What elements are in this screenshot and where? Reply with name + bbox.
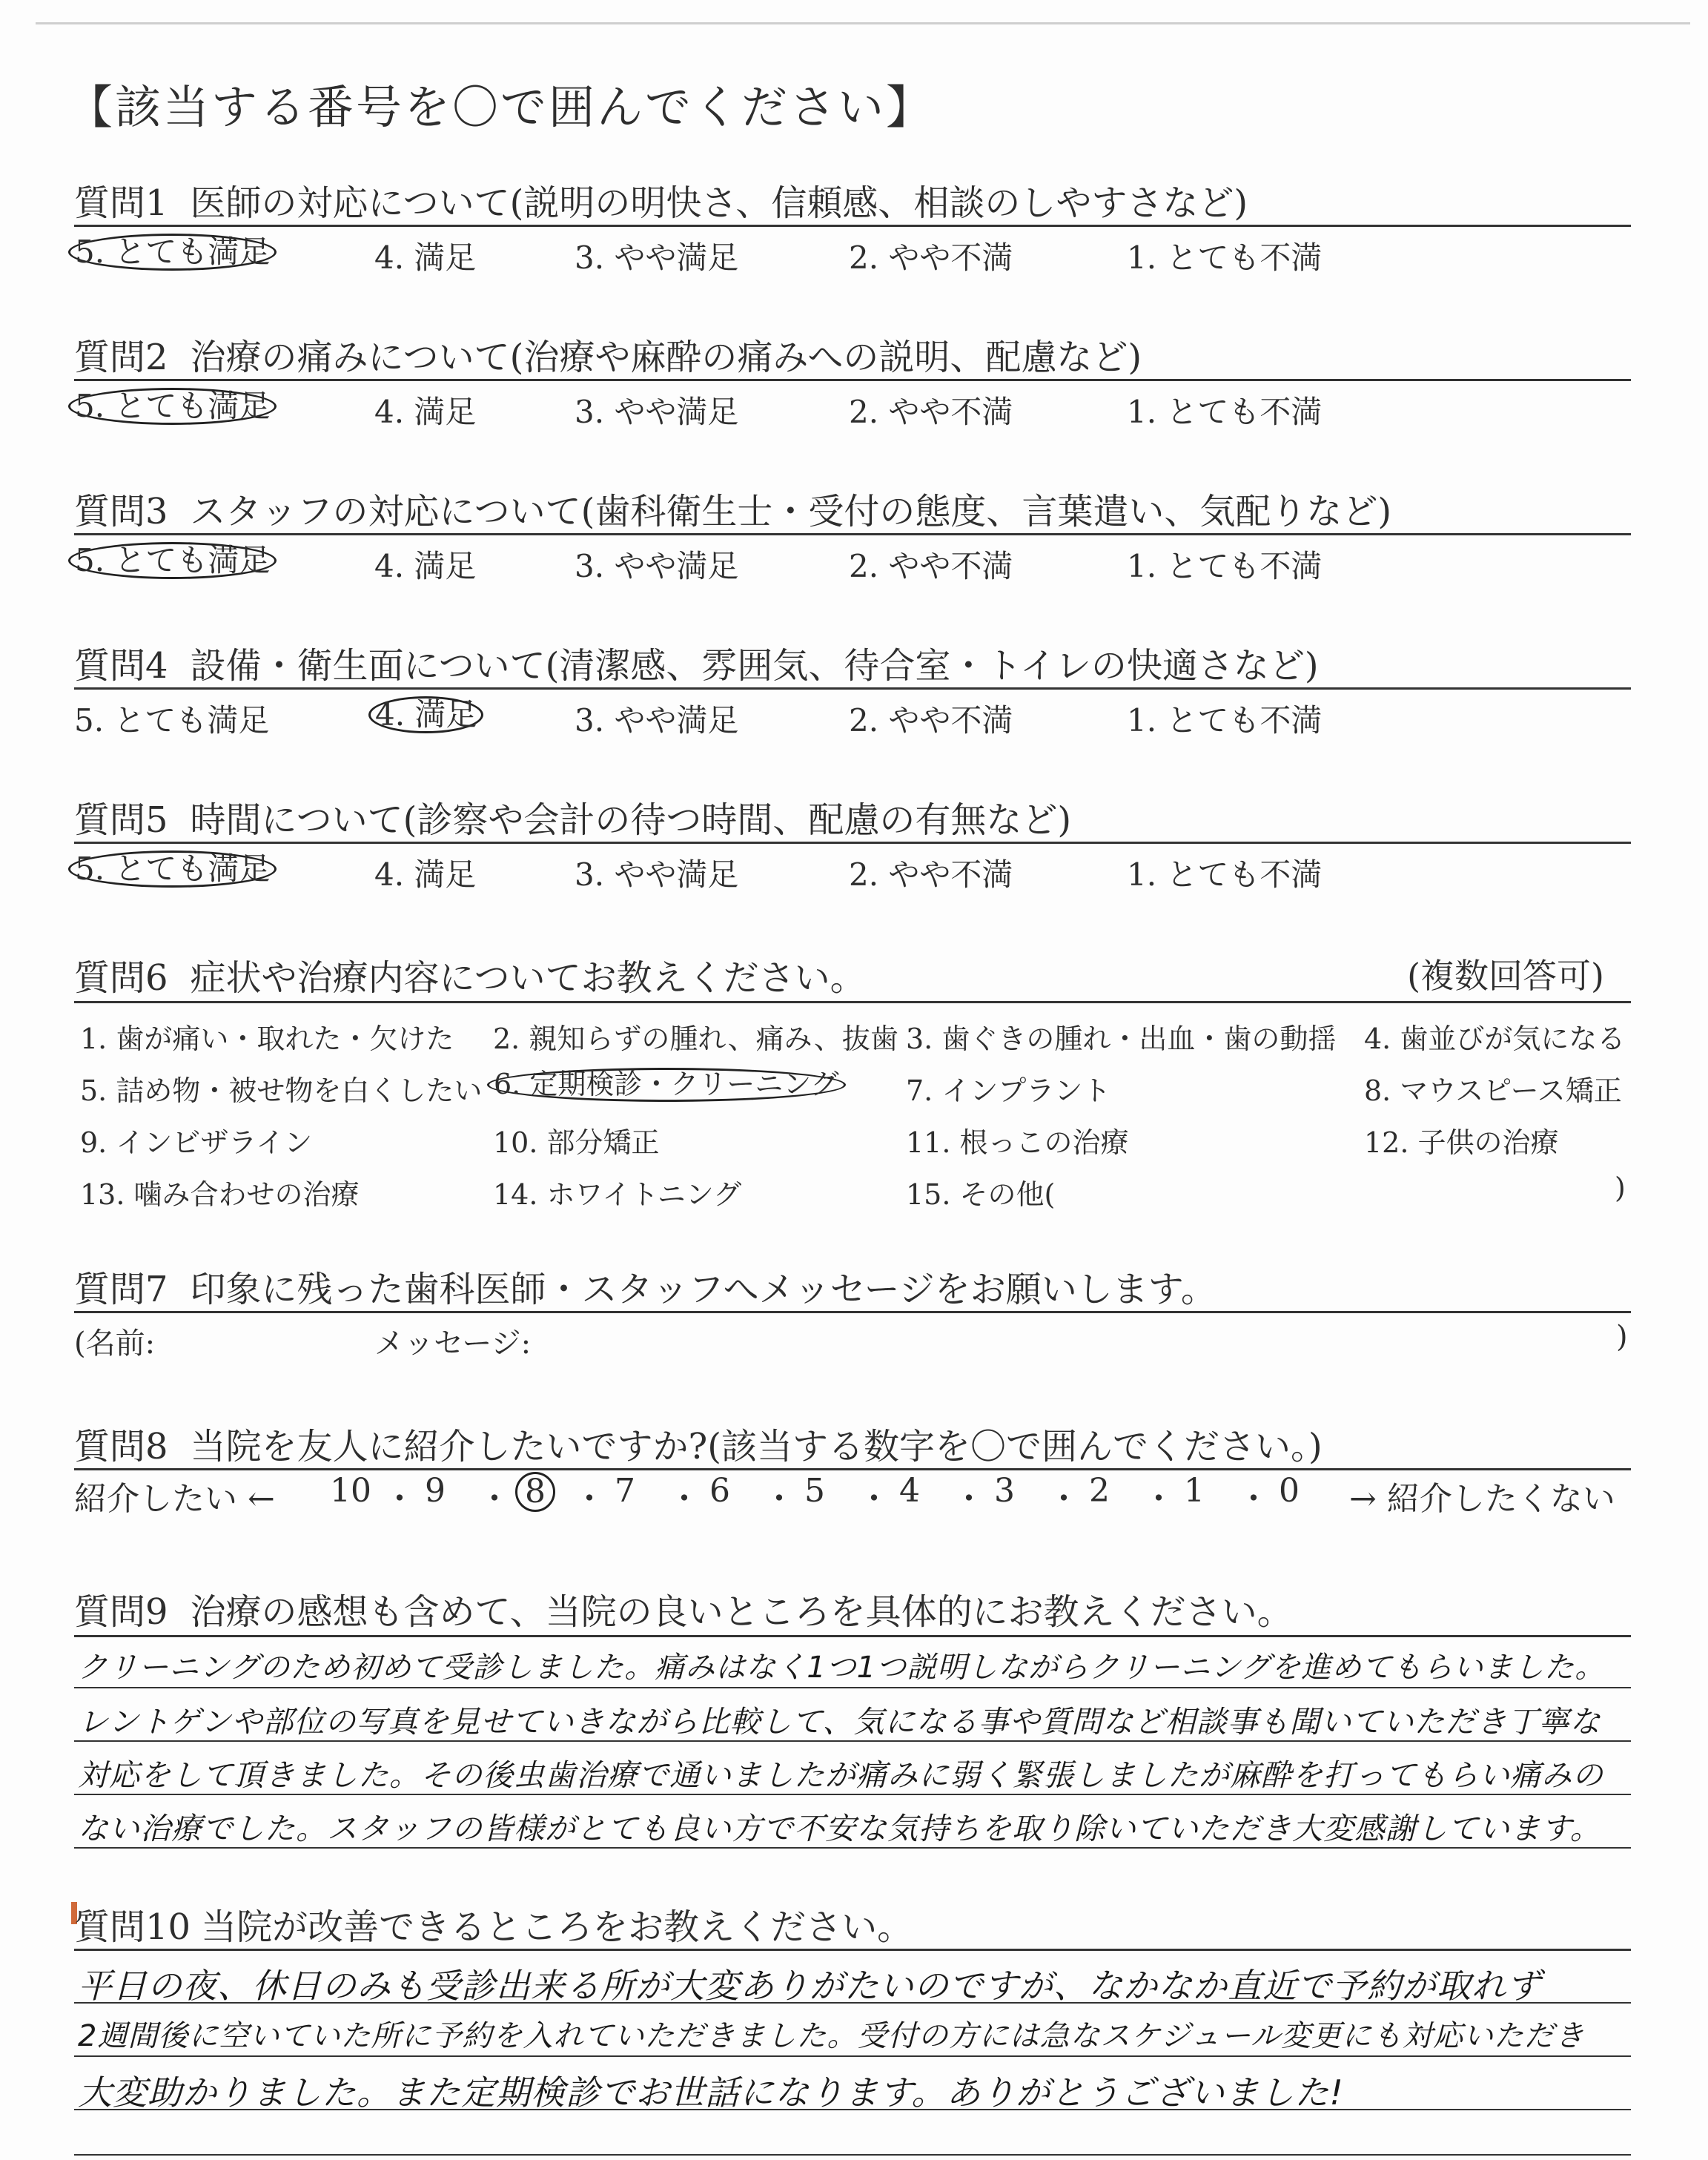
q9-answer-line-2: レントゲンや部位の写真を見せていきながら比較して、気になる事や質問など相談事も聞いていただき丁寧な: [78, 1704, 1601, 1740]
q10-answer-line-3: 大変助かりました。また定期検診でお世話になります。ありがとうございました!: [78, 2073, 1344, 2113]
option-label: 2. 親知らずの腫れ、痛み、抜歯: [493, 1023, 898, 1055]
scale-separator: ・: [668, 1480, 701, 1518]
q7-title: [74, 1261, 1217, 1312]
option-label: 4. 満足: [374, 394, 477, 430]
q9-writing-line: [74, 1740, 1631, 1742]
q8-scale-5[interactable]: [804, 1472, 825, 1510]
q2-option-1[interactable]: [1127, 388, 1322, 432]
q1-title: [74, 174, 1248, 225]
option-label: 3. やや満足: [575, 702, 739, 739]
q8-title: [74, 1418, 1323, 1469]
q9-answer-line-1: クリーニングのため初めて受診しました。痛みはなく1つ1つ説明しながらクリーニングを進めてもらいました。: [78, 1651, 1606, 1685]
scale-value: 0: [1279, 1472, 1300, 1510]
q8-scale-1[interactable]: [1184, 1472, 1205, 1510]
q10-writing-line: [74, 2002, 1631, 2004]
scale-value: 7: [615, 1472, 635, 1510]
q1-number: 質問1: [74, 182, 168, 224]
q6-number: 質問6: [74, 957, 168, 999]
q5-option-4[interactable]: [374, 851, 476, 895]
option-label: 4. 歯並びが気になる: [1364, 1023, 1626, 1055]
scale-separator: ・: [1047, 1480, 1080, 1518]
option-label: 1. 歯が痛い・取れた・欠けた: [80, 1023, 454, 1055]
q1-option-5[interactable]: [74, 234, 277, 271]
q6-option-13[interactable]: [80, 1172, 360, 1212]
q9-answer-line-3: 対応をして頂きました。その後虫歯治療で通いましたが痛みに弱く緊張しましたが麻酔を打ってもらい痛みの: [78, 1757, 1603, 1793]
q8-scale-6[interactable]: [709, 1472, 730, 1510]
q6-option-3[interactable]: [906, 1016, 1336, 1057]
q2-number: 質問2: [74, 337, 168, 378]
q8-scale-2[interactable]: [1089, 1472, 1110, 1510]
q4-number: 質問4: [74, 645, 168, 687]
q6-option-11[interactable]: [906, 1120, 1129, 1160]
option-label: 4. 満足: [374, 548, 477, 584]
q7-number: 質問7: [74, 1269, 168, 1310]
option-label: 12. 子供の治療: [1364, 1126, 1559, 1159]
q5-option-3[interactable]: [575, 851, 738, 895]
q10-answer-line-1: 平日の夜、休日のみも受診出来る所が大変ありがたいのですが、なかなか直近で予約が取れず: [78, 1966, 1541, 2006]
q2-title: [74, 328, 1142, 380]
option-label: 2. やや不満: [849, 240, 1013, 276]
q9-number: 質問9: [74, 1591, 168, 1633]
q3-text: スタッフの対応について(歯科衛生士・受付の態度、言葉遣い、気配りなど): [190, 491, 1392, 532]
q1-option-1[interactable]: [1127, 234, 1322, 278]
q6-option-2[interactable]: [493, 1016, 898, 1057]
q3-title: [74, 483, 1391, 534]
q5-number: 質問5: [74, 799, 168, 841]
option-label: 7. インプラント: [906, 1074, 1111, 1107]
selected-answer-circle: 5. とても満足: [68, 851, 277, 888]
q1-option-3[interactable]: [575, 234, 738, 278]
q6-option-14[interactable]: [493, 1172, 741, 1212]
option-label: 8. マウスピース矯正: [1364, 1074, 1622, 1107]
option-label: 3. やや満足: [575, 240, 739, 276]
scale-value: 6: [709, 1472, 730, 1510]
q9-writing-line: [74, 1794, 1631, 1795]
top-border: [36, 22, 1690, 24]
option-label: 4. 満足: [374, 240, 477, 276]
option-label: 10. 部分矯正: [493, 1126, 660, 1159]
option-label: 3. やや満足: [575, 394, 739, 430]
q10-writing-line: [74, 2109, 1631, 2110]
q6-rule: [74, 1001, 1631, 1003]
q10-writing-line: [74, 2055, 1631, 2057]
q6-option-5[interactable]: [80, 1068, 482, 1109]
q9-writing-line: [74, 1847, 1631, 1849]
option-label: 2. やや不満: [849, 702, 1013, 739]
q9-text: 治療の感想も含めて、当院の良いところを具体的にお教えください。: [190, 1591, 1293, 1633]
q4-title: [74, 637, 1319, 688]
q2-option-2[interactable]: [849, 388, 1013, 432]
q8-scale-7[interactable]: [615, 1472, 635, 1510]
option-label: 4. 満足: [374, 856, 477, 893]
q4-text: 設備・衛生面について(清潔感、雰囲気、待合室・トイレの快適さなど): [190, 645, 1319, 687]
option-label: 3. やや満足: [575, 856, 739, 893]
q7-name-label: (名前:: [74, 1327, 156, 1361]
option-label: 3. やや満足: [575, 548, 739, 584]
q10-title: [74, 1898, 913, 1949]
scale-value: 10: [330, 1472, 371, 1510]
selected-answer-circle: 6. 定期検診・クリーニング: [487, 1068, 846, 1102]
scale-value: 2: [1089, 1472, 1110, 1510]
q8-scale-10[interactable]: [330, 1472, 371, 1510]
q7-message-label: メッセージ:: [374, 1327, 532, 1361]
scale-value: 1: [1184, 1472, 1205, 1510]
q3-option-2[interactable]: [849, 542, 1013, 587]
q5-text: 時間について(診察や会計の待つ時間、配慮の有無など): [190, 799, 1072, 841]
q6-text: 症状や治療内容についてお教えください。: [190, 957, 866, 999]
q4-option-3[interactable]: [575, 696, 738, 741]
option-label: 1. とても不満: [1127, 394, 1323, 430]
q6-other-close-paren: [1615, 1172, 1626, 1204]
q7-rule: [74, 1311, 1631, 1313]
q10-number: 質問10: [74, 1906, 191, 1948]
option-label: 15. その他(: [906, 1178, 1056, 1211]
option-label: 5. 詰め物・被せ物を白くしたい: [80, 1074, 483, 1107]
option-label: 1. とても不満: [1127, 240, 1323, 276]
scale-separator: ・: [763, 1480, 795, 1518]
q5-option-1[interactable]: [1127, 851, 1322, 895]
option-label: 3. 歯ぐきの腫れ・出血・歯の動揺: [906, 1023, 1337, 1055]
q9-answer-line-4: ない治療でした。スタッフの皆様がとても良い方で不安な気持ちを取り除いていただき大変感謝しています。: [78, 1811, 1601, 1846]
q8-text: 当院を友人に紹介したいですか?(該当する数字を〇で囲んでください。): [190, 1426, 1323, 1467]
option-label: 1. とても不満: [1127, 548, 1323, 584]
option-label: 9. インビザライン: [80, 1126, 313, 1159]
q3-option-1[interactable]: [1127, 542, 1322, 587]
q4-option-4[interactable]: [374, 696, 483, 733]
q10-text: 当院が改善できるところをお教えください。: [201, 1906, 913, 1948]
q1-option-4[interactable]: [374, 234, 476, 278]
option-label: 1. とても不満: [1127, 856, 1323, 893]
q6-option-9[interactable]: [80, 1120, 312, 1160]
q8-rule: [74, 1468, 1631, 1470]
option-label: 14. ホワイトニング: [493, 1178, 742, 1211]
q4-option-5[interactable]: [74, 696, 269, 741]
q2-option-5[interactable]: [74, 388, 277, 425]
scale-value: 4: [899, 1472, 920, 1510]
scale-value: 3: [994, 1472, 1015, 1510]
q4-option-1[interactable]: [1127, 696, 1322, 741]
q1-rule: [74, 225, 1631, 227]
q9-rule: [74, 1635, 1631, 1637]
option-label: 2. やや不満: [849, 856, 1013, 893]
q8-scale-0[interactable]: [1279, 1472, 1300, 1510]
scale-value: 5: [804, 1472, 825, 1510]
q2-option-3[interactable]: [575, 388, 738, 432]
option-label: 5. とても満足: [74, 702, 270, 739]
q4-option-2[interactable]: [849, 696, 1013, 741]
q6-multiple-note: (複数回答可): [1407, 956, 1604, 996]
q3-rule: [74, 533, 1631, 535]
q6-option-12[interactable]: [1364, 1120, 1559, 1160]
q4-rule: [74, 687, 1631, 690]
option-label: 2. やや不満: [849, 394, 1013, 430]
q10-rule: [74, 1949, 1631, 1951]
q8-number: 質問8: [74, 1426, 168, 1467]
survey-instruction: 【該当する番号を〇で囲んでください】: [67, 80, 935, 134]
q6-option-1[interactable]: [80, 1016, 454, 1057]
q3-option-3[interactable]: [575, 542, 738, 587]
q2-option-4[interactable]: [374, 388, 476, 432]
selected-answer-circle: 5. とても満足: [68, 388, 277, 425]
q6-option-7[interactable]: [906, 1068, 1110, 1109]
q10-answer-line-2: 2週間後に空いていた所に予約を入れていただきました。受付の方には急なスケジュール変更にも対応いただき: [78, 2019, 1586, 2053]
selected-answer-circle: 4. 満足: [368, 696, 483, 733]
scale-separator: ・: [953, 1480, 985, 1518]
q1-text: 医師の対応について(説明の明快さ、信頼感、相談のしやすさなど): [190, 182, 1248, 224]
q9-title: [74, 1583, 1293, 1634]
q6-option-4[interactable]: [1364, 1016, 1625, 1057]
q6-option-15[interactable]: [906, 1172, 1055, 1212]
q5-title: [74, 791, 1071, 842]
q5-rule: [74, 842, 1631, 844]
option-label: ): [1615, 1172, 1626, 1204]
q8-scale-3[interactable]: [994, 1472, 1015, 1510]
option-label: 1. とても不満: [1127, 702, 1323, 739]
option-label: 11. 根っこの治療: [906, 1126, 1129, 1159]
q3-option-5[interactable]: [74, 542, 277, 579]
q8-right-label: → 紹介したくない: [1349, 1480, 1615, 1518]
q7-close-paren: ): [1616, 1320, 1628, 1354]
scale-separator: ・: [383, 1480, 416, 1518]
q8-scale-8[interactable]: [520, 1472, 555, 1512]
q6-option-6[interactable]: [493, 1068, 846, 1102]
q2-rule: [74, 379, 1631, 381]
q5-option-5[interactable]: [74, 851, 277, 888]
selected-answer-circle: 5. とても満足: [68, 542, 277, 579]
scale-value: 9: [425, 1472, 446, 1510]
q9-writing-line: [74, 1687, 1631, 1688]
q8-scale-9[interactable]: [425, 1472, 446, 1510]
q3-option-4[interactable]: [374, 542, 476, 587]
option-label: 2. やや不満: [849, 548, 1013, 584]
scale-separator: ・: [858, 1480, 890, 1518]
option-label: 13. 噛み合わせの治療: [80, 1178, 360, 1211]
q6-option-10[interactable]: [493, 1120, 660, 1160]
q6-title: [74, 949, 866, 1000]
q10-writing-line: [74, 2154, 1631, 2156]
q5-option-2[interactable]: [849, 851, 1013, 895]
q6-option-8[interactable]: [1364, 1068, 1622, 1109]
scale-separator: ・: [1142, 1480, 1175, 1518]
q2-text: 治療の痛みについて(治療や麻酔の痛みへの説明、配慮など): [190, 337, 1142, 378]
q7-text: 印象に残った歯科医師・スタッフへメッセージをお願いします。: [190, 1269, 1217, 1310]
q1-option-2[interactable]: [849, 234, 1013, 278]
scale-separator: ・: [573, 1480, 606, 1518]
selected-answer-circle: 5. とても満足: [68, 234, 277, 271]
selected-answer-circle: 8: [515, 1472, 555, 1512]
q3-number: 質問3: [74, 491, 168, 532]
scale-separator: ・: [478, 1480, 511, 1518]
q8-left-label: 紹介したい ←: [74, 1480, 275, 1518]
scale-separator: ・: [1237, 1480, 1270, 1518]
q8-scale-4[interactable]: [899, 1472, 920, 1510]
